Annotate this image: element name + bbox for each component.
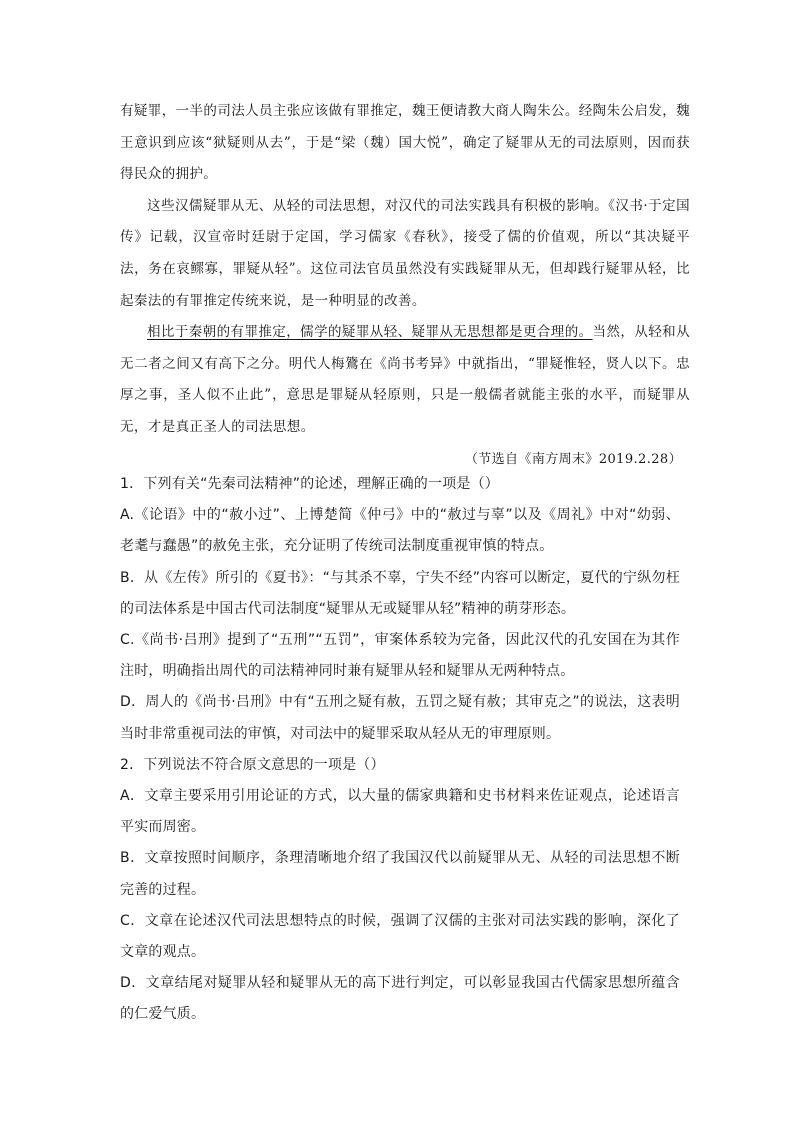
question-stem: 2．下列说法不符合原文意思的一项是（） <box>120 756 385 773</box>
article-excerpt <box>120 96 690 475</box>
option-a: A.《论语》中的“赦小过”、上博楚简《仲弓》中的“赦过与辜”以及《周礼》中对“幼弱、老耄与蠢愚”的赦免主张，充分证明了传统司法制度重视审慎的特点。 <box>120 507 680 555</box>
option-a: A．文章主要采用引用论证的方式，以大量的儒家典籍和史书材料来佐证观点，论述语言平实而周密。 <box>120 788 680 836</box>
question-stem: 1．下列有关“先秦司法精神”的论述，理解正确的一项是（） <box>120 476 500 492</box>
question-section <box>120 469 680 1031</box>
article-paragraph <box>120 317 690 443</box>
paragraph-continuation: 当然，从轻和从无二者之间又有高下之分。明代人梅鷟在《尚书考异》中就指出，“罪疑惟轻，贤人以下。忠厚之事，圣人似不止此”，意思是罪疑从轻原则，只是一般儒者就能主张的水平，而疑罪从无，才是真正圣人的司法思想。 <box>120 324 690 435</box>
option-b: B．从《左传》所引的《夏书》：“与其杀不辜，宁失不经”内容可以断定，夏代的宁纵勿枉的司法体系是中国古代司法制度“疑罪从无或疑罪从轻”精神的萌芽形态。 <box>120 569 680 617</box>
source-citation: （节选自《南方周末》2019.2.28） <box>464 451 682 467</box>
option-d: D．周人的《尚书·吕刑》中有“五刑之疑有赦，五罚之疑有赦；其审克之”的说法，这表明当时非常重视司法的审慎，对司法中的疑罪采取从轻从无的审理原则。 <box>120 694 680 742</box>
option-b: B．文章按照时间顺序，条理清晰地介绍了我国汉代以前疑罪从无、从轻的司法思想不断完善的过程。 <box>120 850 680 898</box>
option-c: C.《尚书·吕刑》提到了“五刑”“五罚”，审案体系较为完备，因此汉代的孔安国在为其作注时，明确指出周代的司法精神同时兼有疑罪从轻和疑罪从无两种特点。 <box>120 632 680 680</box>
question-2 <box>120 750 680 1031</box>
option-d: D．文章结尾对疑罪从轻和疑罪从无的高下进行判定，可以彰显我国古代儒家思想所蕴含的仁爱气质。 <box>120 975 680 1023</box>
article-paragraph: 有疑罪，一半的司法人员主张应该做有罪推定，魏王便请教大商人陶朱公。经陶朱公启发，魏王意识到应该“狱疑则从去”，于是“梁（魏）国大悦”，确定了疑罪从无的司法原则，因而获得民众的拥护。 <box>120 103 690 183</box>
option-c: C．文章在论述汉代司法思想特点的时候，强调了汉儒的主张对司法实践的影响，深化了文章的观点。 <box>120 912 680 961</box>
question-1 <box>120 469 680 750</box>
underlined-sentence: 相比于秦朝的有罪推定，儒学的疑罪从轻、疑罪从无思想都是更合理的。 <box>147 324 593 341</box>
article-paragraph: 这些汉儒疑罪从无、从轻的司法思想，对汉代的司法实践具有积极的影响。《汉书·于定国传》记载，汉宣帝时廷尉于定国，学习儒家《春秋》，接受了儒的价值观，所以“其决疑平法，务在哀鳏寡，罪疑从轻”。这位司法官员虽然没有实践疑罪从无，但却践行疑罪从轻，比起秦法的有罪推定传统来说，是一种明显的改善。 <box>120 197 690 309</box>
